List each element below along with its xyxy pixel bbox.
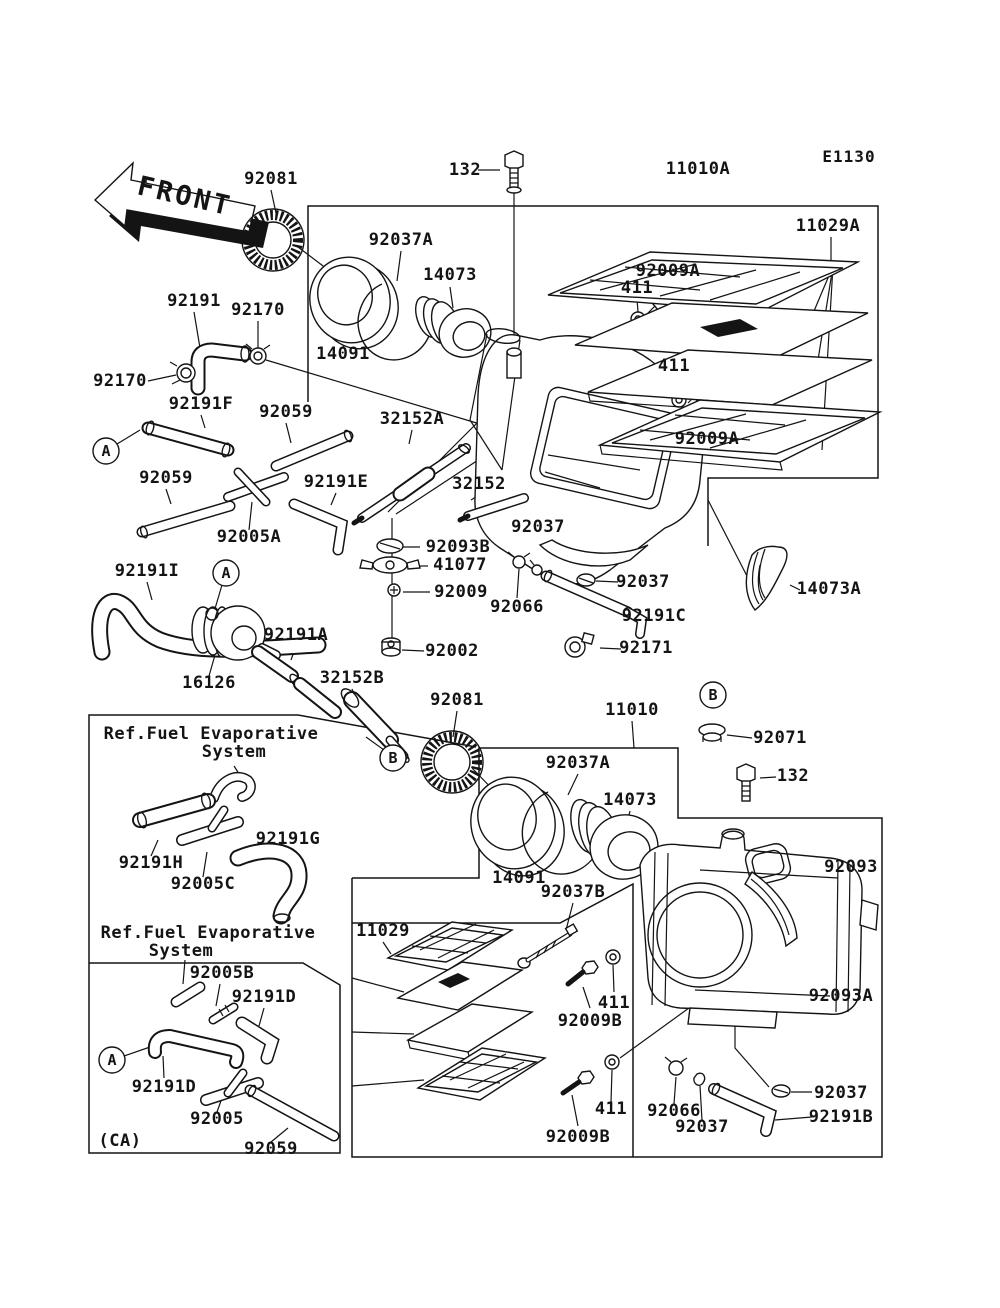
label-92037-bc: 92037 (675, 1117, 729, 1137)
label-92191D-1: 92191D (231, 987, 297, 1007)
label-92191E: 92191E (303, 472, 369, 492)
label-14091-top: 14091 (316, 344, 370, 364)
clip-92037-bottom-center (694, 1073, 705, 1085)
label-92009: 92009 (434, 582, 488, 602)
label-32152A: 32152A (379, 409, 445, 429)
label-132-bottom: 132 (776, 766, 810, 786)
label-92191H: 92191H (118, 853, 184, 873)
clamp-band-92081-bottom (421, 731, 483, 793)
label-92191G: 92191G (255, 829, 321, 849)
label-411-2: 411 (657, 356, 691, 376)
hose-92191D-2 (155, 1036, 238, 1062)
label-92093A: 92093A (808, 986, 874, 1006)
duct-14073-top (411, 294, 497, 364)
label-92037A-top: 92037A (368, 230, 434, 250)
label-92059-left: 92059 (139, 468, 193, 488)
cross-fitting-92005A (228, 472, 284, 502)
nut-92002 (382, 638, 400, 656)
tee-92005C (182, 810, 238, 840)
label-32152: 32152 (452, 474, 506, 494)
callout-A-1-letter: A (101, 442, 111, 460)
label-11010: 11010 (605, 700, 659, 720)
label-92005: 92005 (190, 1109, 244, 1129)
label-92171: 92171 (619, 638, 673, 658)
washer-411-b2 (605, 1055, 619, 1069)
label-92009A-2: 92009A (674, 429, 740, 449)
label-92170-right: 92170 (231, 300, 285, 320)
hose-92191G (238, 851, 299, 922)
hose-92191F (145, 420, 231, 457)
callout-B-1 (700, 682, 726, 708)
label-16126: 16126 (182, 673, 236, 693)
label-92071: 92071 (753, 728, 807, 748)
tube-92005B (176, 987, 234, 1020)
tube-92191H (136, 792, 212, 829)
callout-B-1-letter: B (708, 686, 718, 704)
ref-note-1-line-1: Ref.Fuel Evaporative (103, 724, 319, 744)
clamp-92066-bottom (665, 1057, 687, 1075)
hose-92191E (294, 504, 342, 550)
label-11029A: 11029A (795, 216, 861, 236)
label-92005C: 92005C (170, 874, 236, 894)
label-14091-bottom: 14091 (492, 868, 546, 888)
hose-ref1-small (214, 777, 251, 798)
clamp-92171 (565, 633, 594, 657)
pipe-92059-upper (276, 429, 353, 466)
label-14073-top: 14073 (423, 265, 477, 285)
label-92009B-2: 92009B (545, 1127, 611, 1147)
clip-92037-right (577, 574, 595, 586)
bolt-92009B-1 (568, 961, 598, 984)
ref-note-2-line-1: Ref.Fuel Evaporative (100, 923, 316, 943)
label-11010A: 11010A (665, 159, 731, 179)
label-92191C: 92191C (621, 606, 687, 626)
washer-411-b1 (606, 950, 620, 964)
label-92191I: 92191I (114, 561, 180, 581)
label-92191B: 92191B (808, 1107, 874, 1127)
callout-A-2-letter: A (221, 564, 231, 582)
label-92093B: 92093B (425, 537, 491, 557)
label-92059-upper: 92059 (259, 402, 313, 422)
label-32152B: 32152B (319, 668, 385, 688)
callout-B-2-letter: B (388, 749, 398, 767)
label-411-1: 411 (620, 278, 654, 298)
label-92037A-bottom: 92037A (545, 753, 611, 773)
label-92037-right: 92037 (616, 572, 670, 592)
label-411-b2: 411 (594, 1099, 628, 1119)
label-11029: 11029 (356, 921, 410, 941)
grommet-92071 (699, 724, 725, 742)
elbow-hose-92191 (198, 346, 249, 388)
clip-92037-bottom-right (772, 1085, 790, 1097)
label-92059-bottom: 92059 (244, 1139, 298, 1159)
label-92037-br: 92037 (814, 1083, 868, 1103)
bolt-92009B-2 (563, 1071, 594, 1093)
gasket-92093B (377, 539, 403, 553)
label-92005B: 92005B (189, 963, 255, 983)
label-92066-bottom: 92066 (647, 1101, 701, 1121)
flange-41077 (360, 557, 420, 573)
label-92009A-1: 92009A (635, 261, 701, 281)
callout-A-3-letter: A (107, 1051, 117, 1069)
label-92066-top: 92066 (490, 597, 544, 617)
label-14073A: 14073A (796, 579, 862, 599)
label-411-b1: 411 (597, 993, 631, 1013)
label-92093: 92093 (824, 857, 878, 877)
filter-stack-11029 (388, 922, 545, 1100)
callout-B-2 (380, 745, 406, 771)
label-92037-mid: 92037 (511, 517, 565, 537)
label-92170-left: 92170 (93, 371, 147, 391)
label-41077: 41077 (433, 555, 487, 575)
label-92191D-2: 92191D (131, 1077, 197, 1097)
callout-A-2 (213, 560, 239, 586)
label-132-top: 132 (448, 160, 482, 180)
label-92191A: 92191A (263, 625, 329, 645)
label-14073-bottom: 14073 (603, 790, 657, 810)
seal-ring-14091-top (300, 248, 408, 358)
hose-92191D-1 (242, 1023, 272, 1058)
bolt-132-top (505, 151, 523, 193)
label-92002: 92002 (425, 641, 479, 661)
label-CA: (CA) (98, 1131, 142, 1151)
callout-A-3 (99, 1047, 125, 1073)
figure-code: E1130 (822, 147, 876, 166)
pipe-92059-bottom (247, 1084, 334, 1136)
ref-note-2-line-2: System (148, 941, 214, 961)
label-92037B: 92037B (540, 882, 606, 902)
front-arrow-label: FRONT (134, 170, 236, 223)
screw-92009 (388, 584, 400, 596)
bolt-132-bottom (737, 764, 755, 801)
label-92081-bottom: 92081 (430, 690, 484, 710)
ref-note-1-line-2: System (201, 742, 267, 762)
duct-14073A (746, 546, 787, 610)
label-92081-top: 92081 (244, 169, 298, 189)
clamp-92170-left (170, 362, 195, 384)
screw-92037B (518, 924, 577, 968)
callout-A-1 (93, 438, 119, 464)
label-92191: 92191 (167, 291, 221, 311)
label-92191F: 92191F (168, 394, 234, 414)
label-92009B-1: 92009B (557, 1011, 623, 1031)
label-92005A: 92005A (216, 527, 282, 547)
